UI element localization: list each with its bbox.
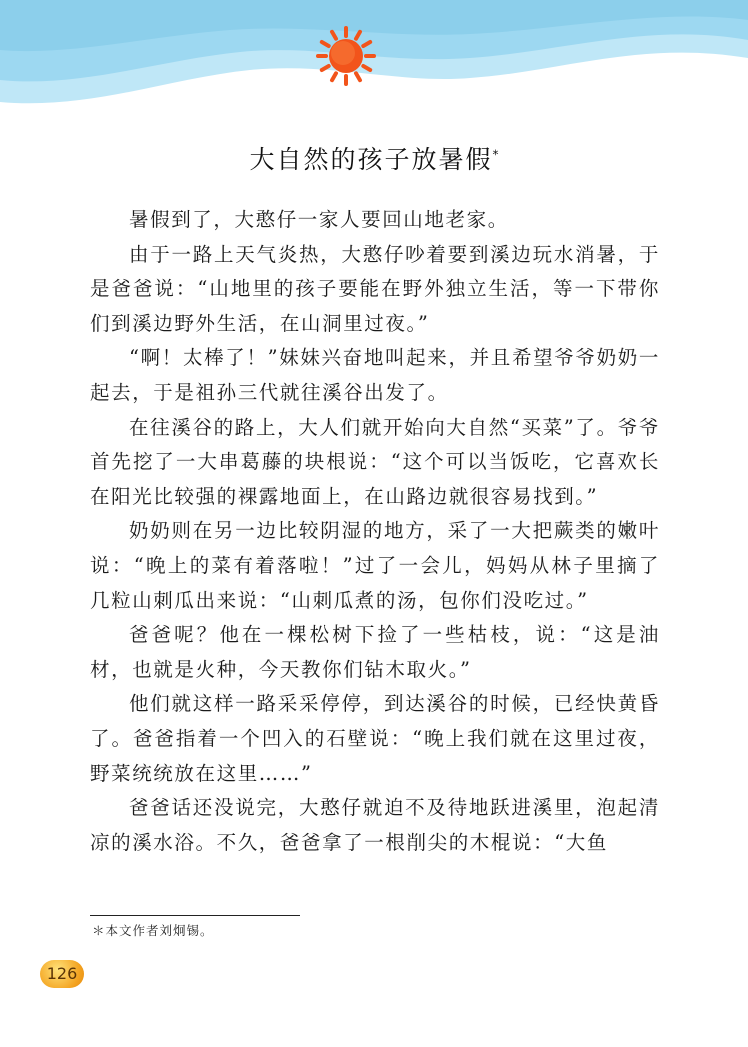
title-text: 大自然的孩子放暑假 — [249, 145, 493, 174]
article-title — [0, 140, 748, 176]
paragraph: “啊！太棒了！”妹妹兴奋地叫起来，并且希望爷爷奶奶一起去，于是祖孙三代就往溪谷出发了。 — [90, 346, 660, 404]
footnote-divider — [90, 915, 300, 916]
paragraph: 奶奶则在另一边比较阴湿的地方，采了一大把蕨类的嫩叶说：“晚上的菜有着落啦！”过了一会儿，妈妈从林子里摘了几粒山刺瓜出来说：“山刺瓜煮的汤，包你们没吃过。” — [90, 519, 660, 612]
paragraph: 由于一路上天气炎热，大憨仔吵着要到溪边玩水消暑，于是爸爸说：“山地里的孩子要能在野外独立生活，等一下带你们到溪边野外生活，在山洞里过夜。” — [90, 242, 660, 335]
paragraph: 爸爸呢？他在一棵松树下捡了一些枯枝，说：“这是油材，也就是火种，今天教你们钻木取火。” — [90, 623, 660, 681]
article-body — [90, 203, 660, 860]
paragraph: 他们就这样一路采采停停，到达溪谷的时候，已经快黄昏了。爸爸指着一个凹入的石壁说：“晚上我们就在这里过夜，野菜统统放在这里……” — [90, 692, 660, 785]
paragraph: 在往溪谷的路上，大人们就开始向大自然“买菜”了。爷爷首先挖了一大串葛藤的块根说：“这个可以当饭吃，它喜欢长在阳光比较强的裸露地面上，在山路边就很容易找到。” — [90, 415, 660, 508]
paragraph: 爸爸话还没说完，大憨仔就迫不及待地跃进溪里，泡起清凉的溪水浴。不久，爸爸拿了一根削尖的木棍说：“大鱼 — [90, 796, 660, 854]
paragraph: 暑假到了，大憨仔一家人要回山地老家。 — [129, 208, 509, 231]
page-number-badge: 126 — [40, 960, 84, 988]
title-footnote-mark: * — [492, 147, 499, 162]
header-sky-banner — [0, 0, 748, 130]
footnote: ＊本文作者刘炯锡。 — [92, 923, 214, 938]
